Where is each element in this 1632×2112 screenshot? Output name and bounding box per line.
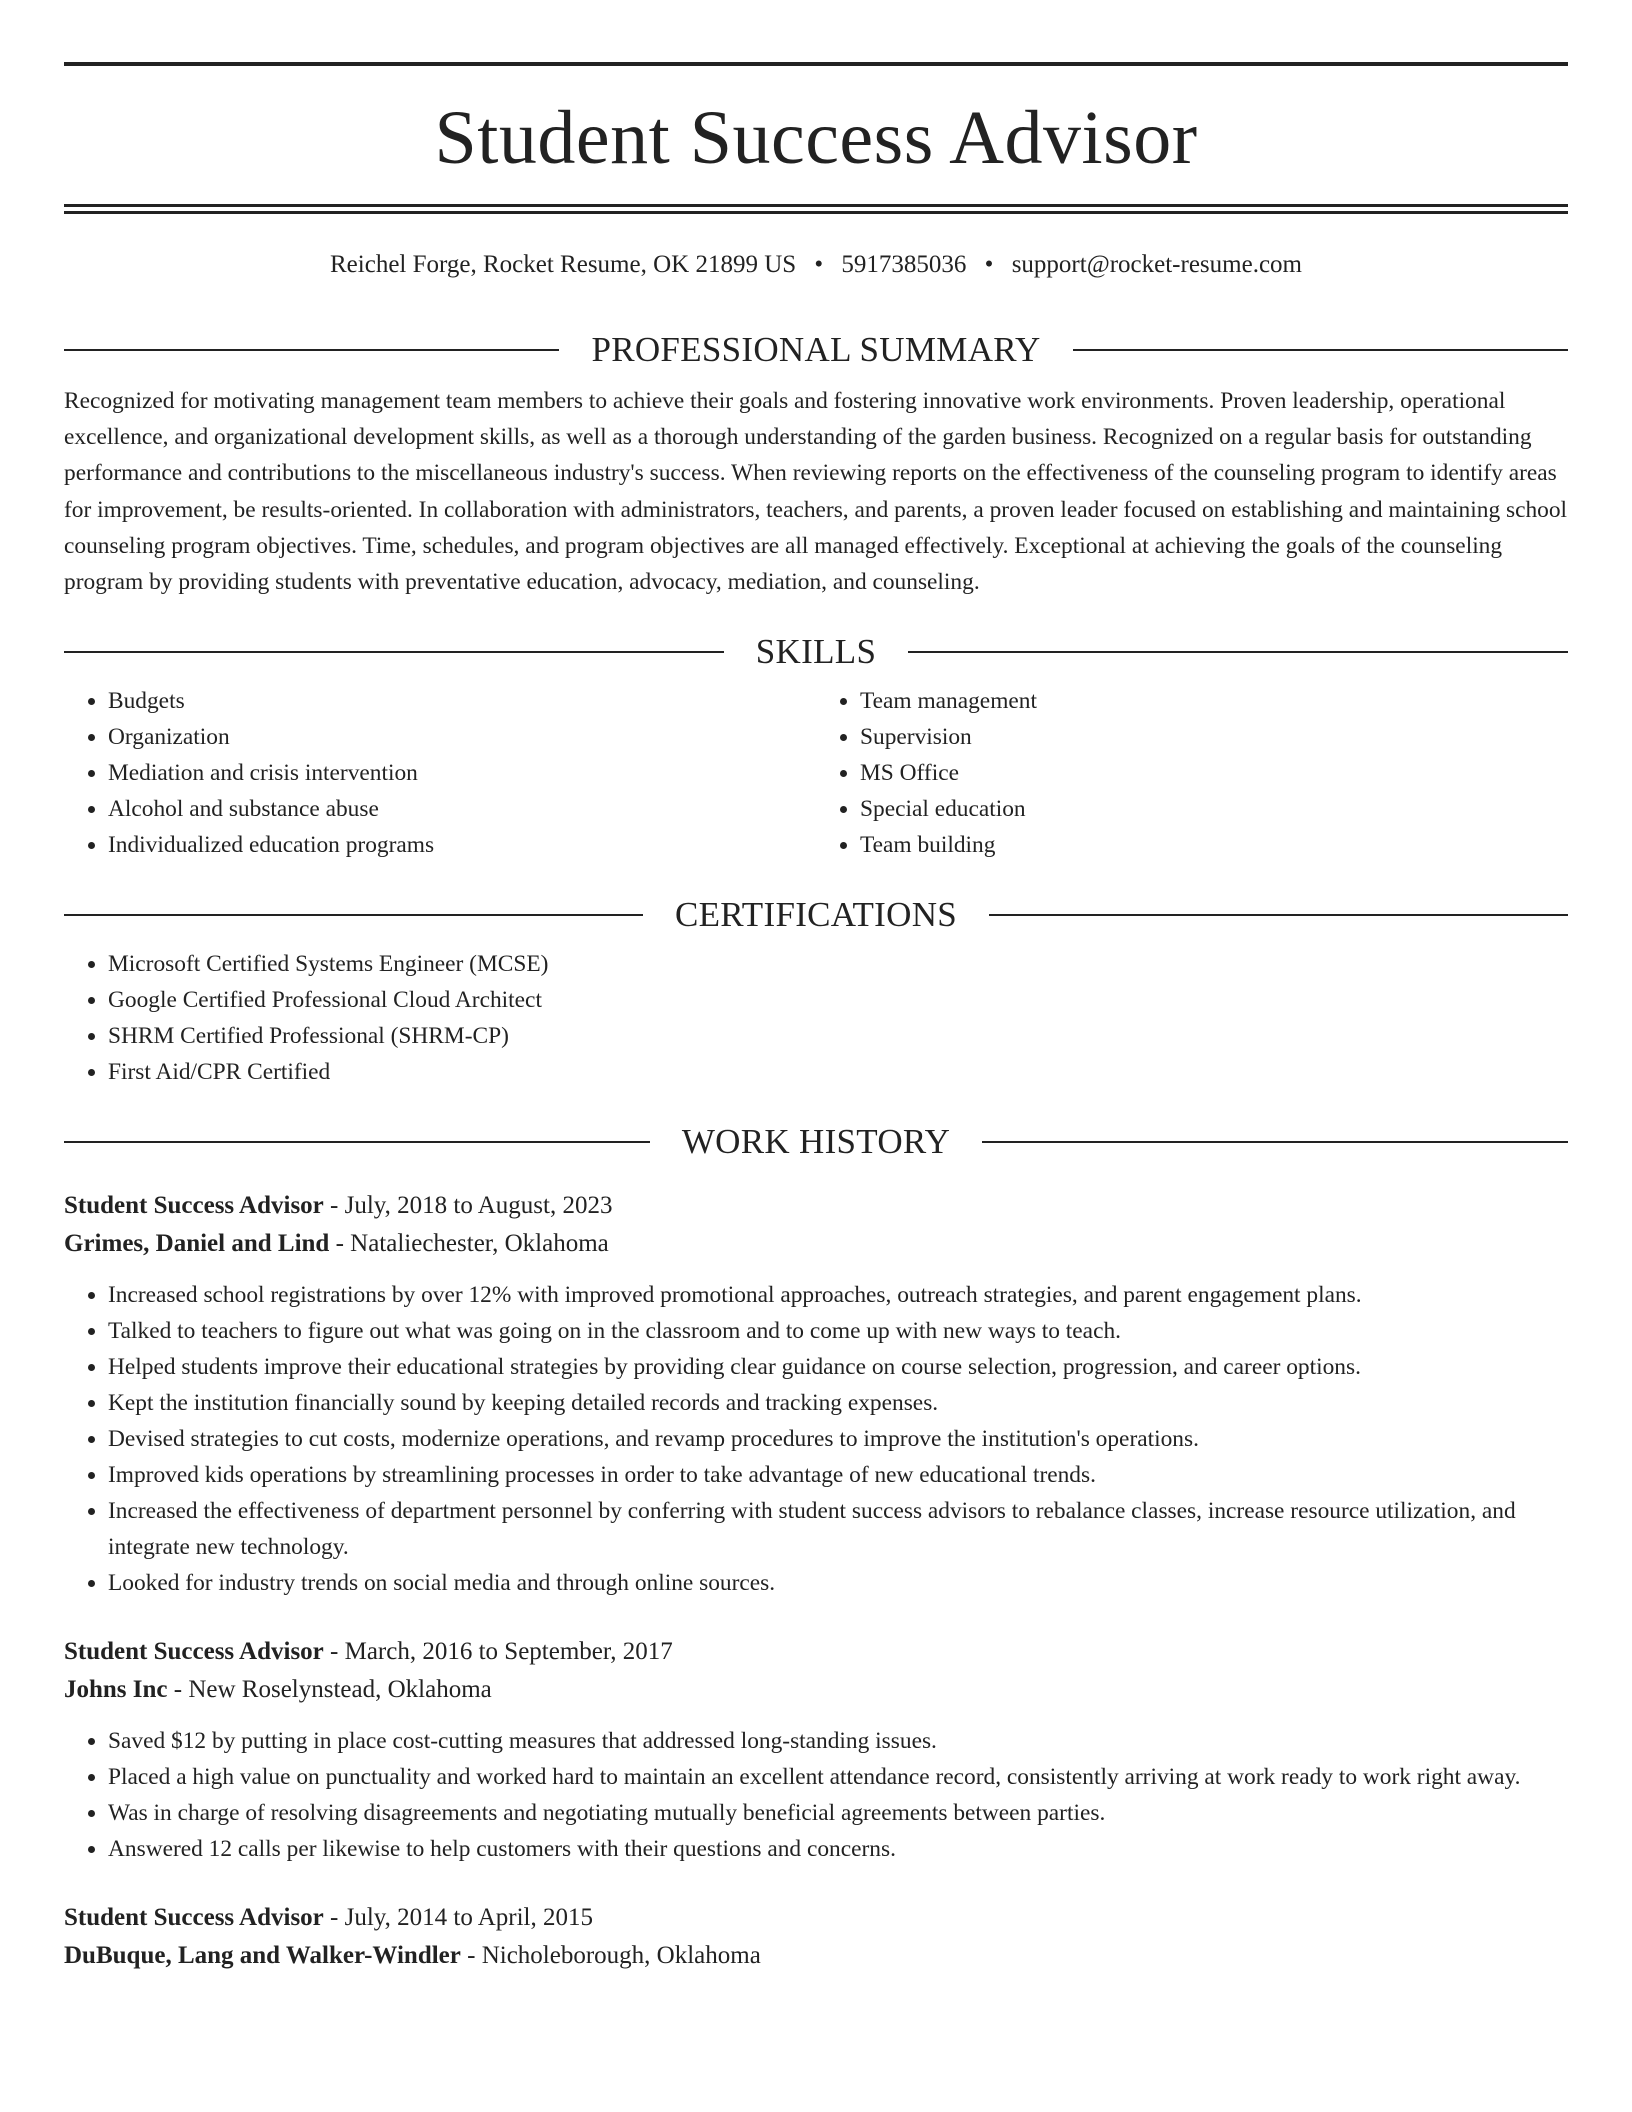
job-bullet: • Answered 12 calls per likewise to help customers with their questions and concerns. [108, 1831, 1568, 1867]
job-company: DuBuque, Lang and Walker-Windler [64, 1942, 461, 1970]
job-title: Student Success Advisor [64, 1638, 324, 1666]
job-company-line [64, 1671, 1568, 1709]
job-company-line [64, 1225, 1568, 1263]
job-location: Nataliechester, Oklahoma [350, 1230, 609, 1258]
dash: - [467, 1942, 476, 1970]
contact-address: Reichel Forge, Rocket Resume, OK 21899 US [330, 251, 797, 278]
skill-item: • Organization [108, 719, 816, 755]
skill-item: • Team building [860, 827, 1568, 863]
job-location: New Roselynstead, Oklahoma [188, 1676, 492, 1704]
title-double-rule [64, 204, 1568, 214]
job-company: Johns Inc [64, 1676, 168, 1704]
heading-rule [982, 1141, 1568, 1143]
job-bullet: • Placed a high value on punctuality and worked hard to maintain an excellent attendance record, consistently arriving at work ready to work right away. [108, 1759, 1568, 1795]
section-title: SKILLS [755, 632, 877, 672]
section-heading-summary [64, 332, 1568, 367]
job-dates: July, 2018 to August, 2023 [344, 1192, 613, 1220]
heading-rule [64, 651, 724, 653]
job-bullet: • Kept the institution financially sound by keeping detailed records and tracking expenses. [108, 1385, 1568, 1421]
skills-column-right [816, 683, 1568, 863]
certification-item: • Google Certified Professional Cloud Architect [108, 982, 1568, 1018]
job-bullet: • Increased school registrations by over 12% with improved promotional approaches, outreach strategies, and parent engagement plans. [108, 1277, 1568, 1313]
skill-item: • MS Office [860, 755, 1568, 791]
contact-email: support@rocket-resume.com [1011, 251, 1302, 278]
job-entry [64, 1633, 1568, 1867]
job-title-line [64, 1187, 1568, 1225]
contact-separator: • [814, 251, 824, 278]
job-company-line [64, 1937, 1568, 1975]
skills-column-left [64, 683, 816, 863]
job-bullet: • Saved $12 by putting in place cost-cutting measures that addressed long-standing issues. [108, 1723, 1568, 1759]
job-bullet: • Increased the effectiveness of department personnel by conferring with student success advisors to rebalance classes, increase resource utilization, and integrate new technology. [108, 1493, 1568, 1565]
certification-item: • First Aid/CPR Certified [108, 1054, 1568, 1090]
heading-rule [989, 914, 1568, 916]
resume-title: Student Success Advisor [434, 96, 1198, 180]
skill-item: • Supervision [860, 719, 1568, 755]
job-bullets [64, 1277, 1568, 1601]
certification-item: • SHRM Certified Professional (SHRM-CP) [108, 1018, 1568, 1054]
section-heading-work-history [64, 1122, 1568, 1162]
job-location: Nicholeborough, Oklahoma [481, 1942, 761, 1970]
heading-rule [908, 651, 1568, 653]
heading-rule [64, 914, 643, 916]
skill-item: • Budgets [108, 683, 816, 719]
job-entry [64, 1899, 1568, 1975]
job-title-line [64, 1633, 1568, 1671]
dash: - [330, 1192, 339, 1220]
section-heading-certifications [64, 895, 1568, 935]
heading-rule [64, 1141, 650, 1143]
job-bullets [64, 1723, 1568, 1867]
skill-item: • Team management [860, 683, 1568, 719]
job-bullet: • Devised strategies to cut costs, modernize operations, and revamp procedures to improve the institution's operations. [108, 1421, 1568, 1457]
certifications-list [64, 946, 1568, 1090]
contact-phone: 5917385036 [841, 251, 967, 278]
section-heading-skills [64, 632, 1568, 672]
certification-item: • Microsoft Certified Systems Engineer (MCSE) [108, 946, 1568, 982]
skill-item: • Mediation and crisis intervention [108, 755, 816, 791]
job-bullet: • Improved kids operations by streamlining processes in order to take advantage of new educational trends. [108, 1457, 1568, 1493]
contact-separator: • [984, 251, 994, 278]
skill-item: • Individualized education programs [108, 827, 816, 863]
skill-item: • Special education [860, 791, 1568, 827]
contact-line [64, 250, 1568, 280]
section-title: WORK HISTORY [681, 1122, 951, 1162]
dash: - [330, 1904, 339, 1932]
heading-rule [64, 349, 559, 351]
job-dates: March, 2016 to September, 2017 [344, 1638, 673, 1666]
job-company: Grimes, Daniel and Lind [64, 1230, 330, 1258]
dash: - [335, 1230, 344, 1258]
job-title-line [64, 1899, 1568, 1937]
heading-rule [1073, 349, 1568, 351]
dash: - [330, 1638, 339, 1666]
section-title: PROFESSIONAL SUMMARY [591, 330, 1041, 369]
job-title: Student Success Advisor [64, 1192, 324, 1220]
job-bullet: • Was in charge of resolving disagreements and negotiating mutually beneficial agreements between parties. [108, 1795, 1568, 1831]
skills-list [64, 683, 1568, 863]
job-bullet: • Helped students improve their educational strategies by providing clear guidance on course selection, progression, and career options. [108, 1349, 1568, 1385]
job-dates: July, 2014 to April, 2015 [344, 1904, 593, 1932]
top-rule [64, 62, 1568, 66]
job-title: Student Success Advisor [64, 1904, 324, 1932]
section-title: CERTIFICATIONS [674, 895, 958, 935]
job-entry [64, 1187, 1568, 1601]
dash: - [173, 1676, 183, 1704]
job-bullet: • Talked to teachers to figure out what was going on in the classroom and to come up with new ways to teach. [108, 1313, 1568, 1349]
skill-item: • Alcohol and substance abuse [108, 791, 816, 827]
job-bullet: • Looked for industry trends on social media and through online sources. [108, 1565, 1568, 1601]
summary-paragraph: Recognized for motivating management team members to achieve their goals and fostering innovative work environments. Proven leadership, operational excellence, and organizational development skills, as well as a thorough understanding of the garden business. Recognized on a regular basis for outstanding performance and contributions to the miscellaneous industry's success. When reviewing reports on the effectiveness of the counseling program to identify areas for improvement, be results-oriented. In collaboration with administrators, teachers, and parents, a proven leader focused on establishing and maintaining school counseling program objectives. Time, schedules, and program objectives are all managed effectively. Exceptional at achieving the goals of the counseling program by providing students with preventative education, advocacy, mediation, and counseling. [64, 388, 1568, 596]
